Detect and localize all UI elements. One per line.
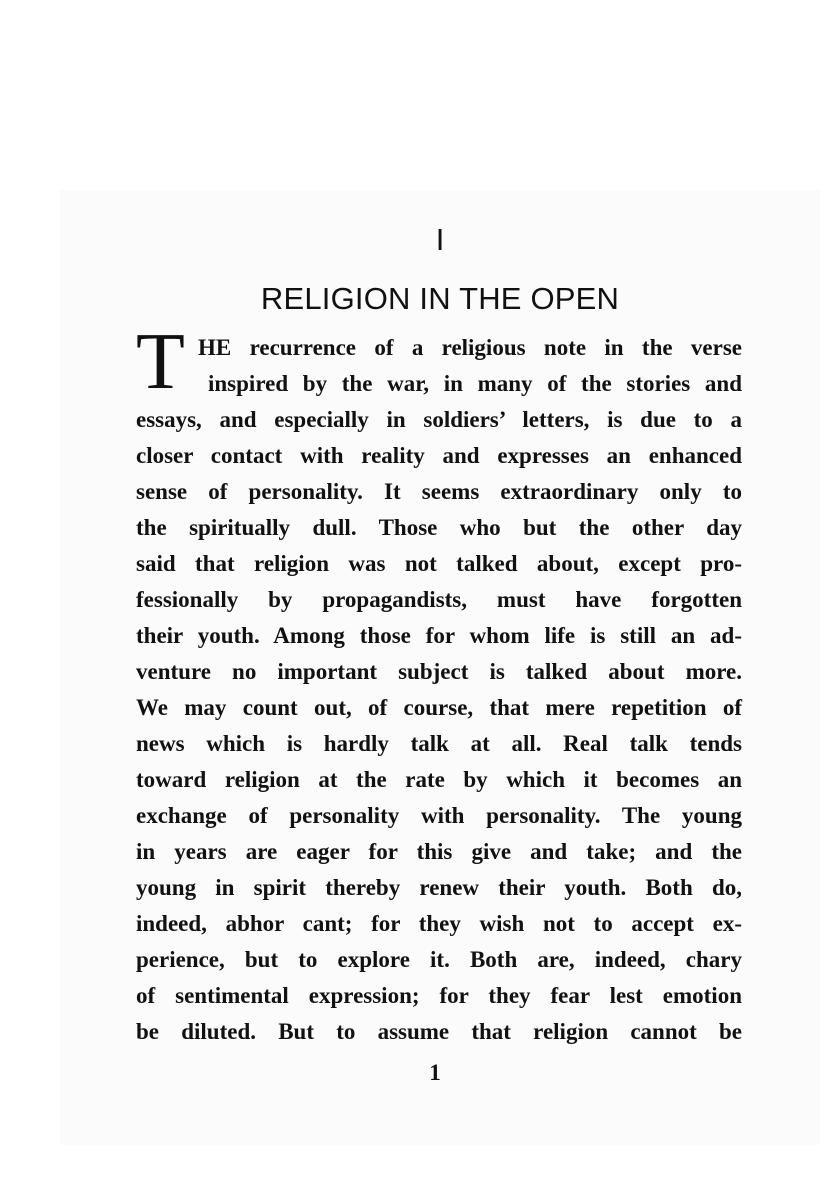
- text-line: toward religion at the rate by which it becomes an: [136, 767, 742, 792]
- chapter-number: I: [435, 222, 445, 257]
- text-line: in years are eager for this give and take; and the: [136, 839, 742, 864]
- text-line: HE recurrence of a religious note in the verse: [198, 335, 742, 360]
- page-number: 1: [429, 1060, 441, 1085]
- text-line: indeed, abhor cant; for they wish not to accept ex-: [136, 911, 742, 936]
- text-line: venture no important subject is talked about more.: [136, 659, 742, 684]
- text-line: closer contact with reality and expresses an enhanced: [136, 443, 742, 468]
- text-line: said that religion was not talked about, except pro-: [136, 551, 742, 576]
- text-line: news which is hardly talk at all. Real talk tends: [136, 731, 742, 756]
- text-line: inspired by the war, in many of the stories and: [208, 371, 742, 396]
- text-line: We may count out, of course, that mere repetition of: [136, 695, 742, 720]
- text-line: their youth. Among those for whom life is still an ad-: [136, 623, 742, 648]
- text-line: perience, but to explore it. Both are, indeed, chary: [136, 947, 742, 972]
- text-line: young in spirit thereby renew their youth. Both do,: [136, 875, 742, 900]
- text-line: the spiritually dull. Those who but the other day: [136, 515, 742, 540]
- text-line: essays, and especially in soldiers’ letters, is due to a: [136, 407, 742, 432]
- text-line: be diluted. But to assume that religion cannot be: [136, 1019, 742, 1044]
- chapter-title: RELIGION IN THE OPEN: [260, 281, 620, 316]
- text-line: exchange of personality with personality. The young: [136, 803, 742, 828]
- text-line: sense of personality. It seems extraordinary only to: [136, 479, 742, 504]
- text-line: of sentimental expression; for they fear lest emotion: [136, 983, 742, 1008]
- text-line: fessionally by propagandists, must have forgotten: [136, 587, 742, 612]
- drop-cap: T: [136, 318, 185, 406]
